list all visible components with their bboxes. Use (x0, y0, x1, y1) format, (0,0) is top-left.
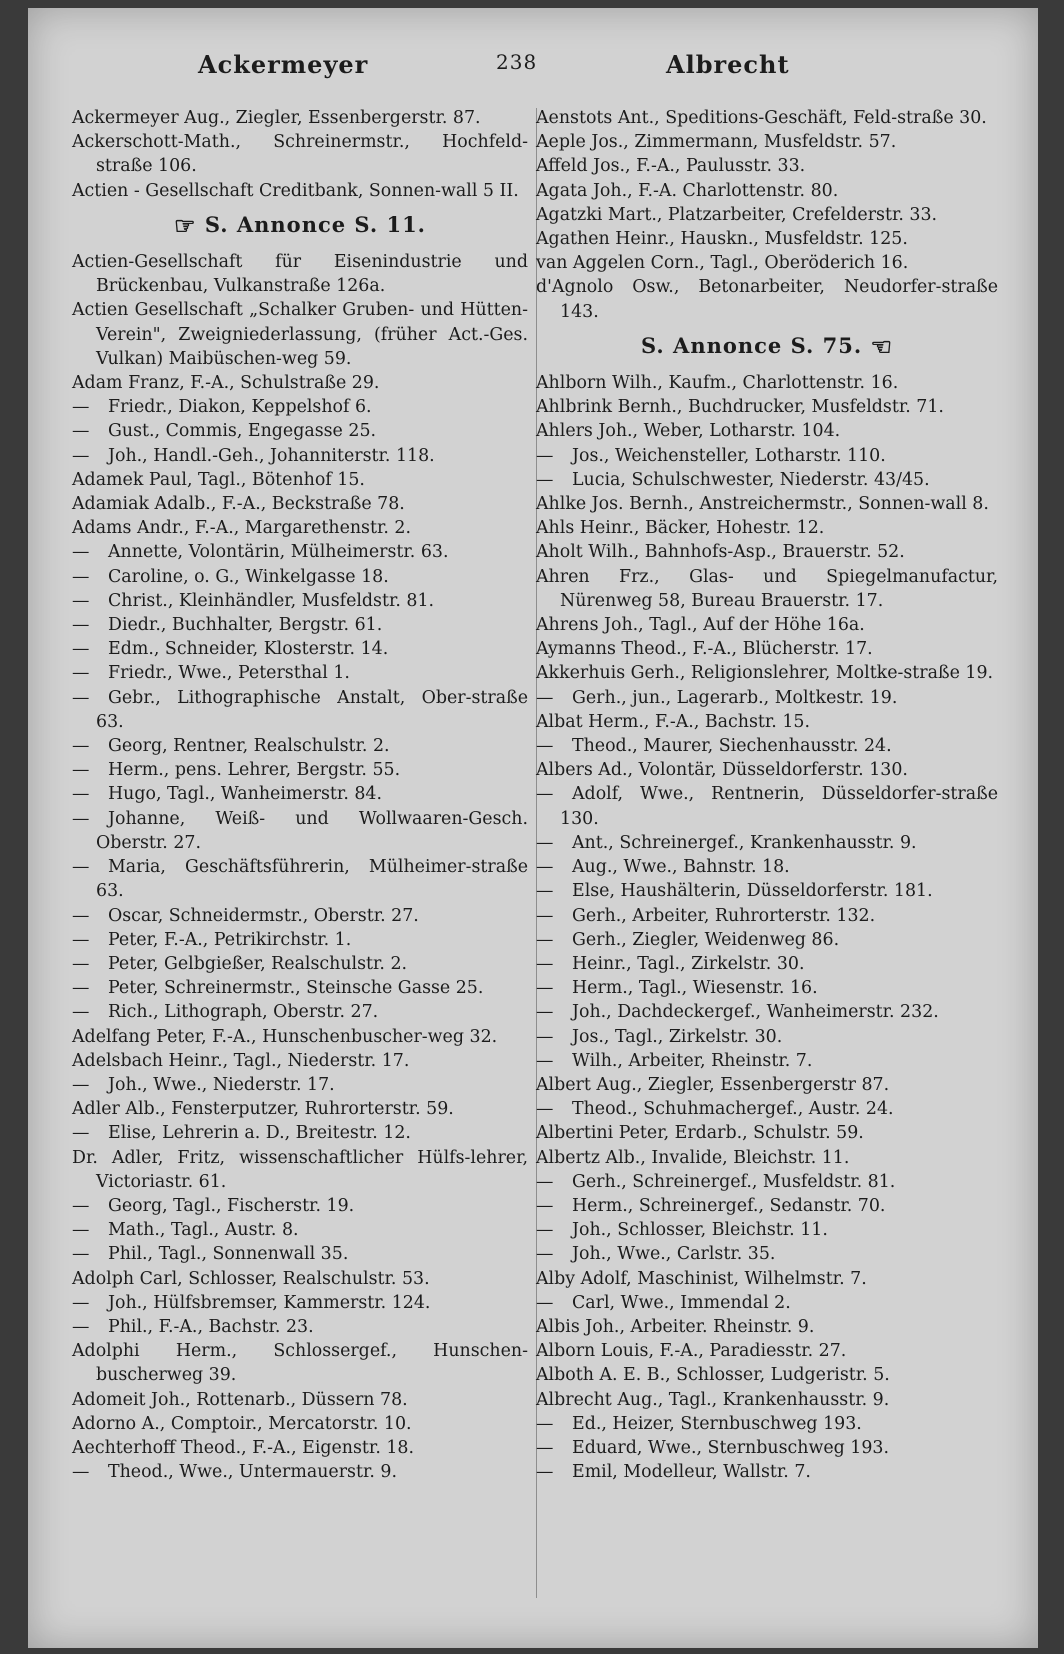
repeat-dash: — (536, 1462, 554, 1483)
entry-text: Adam Franz, F.-A., Schulstraße 29. (72, 373, 380, 394)
entry-text: Peter, Gelbgießer, Realschulstr. 2. (108, 953, 408, 974)
entry-text: Emil, Modelleur, Wallstr. 7. (572, 1462, 811, 1483)
directory-sub-entry (72, 637, 528, 661)
directory-sub-entry (72, 686, 528, 734)
entry-text: Jos., Tagl., Zirkelstr. 30. (572, 1026, 783, 1047)
entry-text: Albertini Peter, Erdarb., Schulstr. 59. (536, 1123, 864, 1144)
directory-entry (72, 298, 528, 371)
repeat-dash: — (72, 1074, 90, 1095)
entry-text: Gerh., Ziegler, Weidenweg 86. (572, 929, 840, 950)
directory-entry (536, 710, 998, 734)
repeat-dash: — (536, 1195, 554, 1216)
entry-text: Oscar, Schneidermstr., Oberstr. 27. (108, 905, 419, 926)
entry-text: Christ., Kleinhändler, Musfeldstr. 81. (108, 590, 435, 611)
entry-text: Ahlborn Wilh., Kaufm., Charlottenstr. 16. (536, 373, 899, 394)
directory-entry (72, 1049, 528, 1073)
repeat-dash: — (536, 1437, 554, 1458)
entry-text: Ackermeyer Aug., Ziegler, Essenbergerstr. 87. (72, 108, 481, 128)
directory-sub-entry (72, 444, 528, 468)
entry-text: Herm., pens. Lehrer, Bergstr. 55. (108, 760, 401, 781)
directory-sub-entry (72, 782, 528, 806)
entry-text: Else, Haushälterin, Düsseldorferstr. 181. (572, 881, 933, 902)
directory-entry (536, 227, 998, 251)
directory-entry (72, 371, 528, 395)
entry-text: Ahlke Jos. Bernh., Anstreichermstr., Sonnen-wall 8. (536, 494, 989, 515)
directory-sub-entry (72, 661, 528, 685)
directory-entry (536, 371, 998, 395)
entry-text: Adolf, Wwe., Rentnerin, Düsseldorfer-straße 130. (560, 784, 998, 829)
repeat-dash: — (536, 929, 554, 950)
directory-sub-entry (72, 1121, 528, 1145)
entry-text: Diedr., Buchhalter, Bergstr. 61. (108, 615, 383, 636)
directory-entry (536, 1146, 998, 1170)
directory-sub-entry (536, 831, 998, 855)
right-column (536, 106, 998, 1484)
repeat-dash: — (72, 615, 90, 636)
directory-entry (536, 1339, 998, 1363)
entry-text: Rich., Lithograph, Oberstr. 27. (108, 1002, 379, 1023)
header-right-keyword: Albrecht (666, 50, 790, 79)
entry-text: Math., Tagl., Austr. 8. (108, 1220, 299, 1241)
repeat-dash: — (72, 1462, 90, 1483)
directory-entry (536, 661, 998, 685)
annonce-reference (72, 210, 528, 240)
directory-entry (536, 179, 998, 203)
entry-text: Herm., Schreinergef., Sedanstr. 70. (572, 1195, 886, 1216)
directory-entry (72, 1339, 528, 1387)
entry-text: Agathen Heinr., Hauskn., Musfeldstr. 125. (536, 229, 908, 250)
repeat-dash: — (536, 1220, 554, 1241)
repeat-dash: — (536, 736, 554, 757)
entry-text: Edm., Schneider, Klosterstr. 14. (108, 639, 389, 660)
directory-entry (536, 395, 998, 419)
entry-text: Friedr., Diakon, Keppelshof 6. (108, 397, 372, 418)
directory-entry (72, 516, 528, 540)
directory-entry (536, 492, 998, 516)
repeat-dash: — (72, 421, 90, 442)
entry-text: Georg, Rentner, Realschulstr. 2. (108, 736, 390, 757)
entry-text: Alboth A. E. B., Schlosser, Ludgeristr. 5. (536, 1365, 890, 1386)
directory-entry (536, 637, 998, 661)
entry-text: Herm., Tagl., Wiesenstr. 16. (572, 978, 818, 999)
entry-text: Eduard, Wwe., Sternbuschweg 193. (572, 1437, 889, 1458)
directory-entry (536, 565, 998, 613)
directory-sub-entry (72, 1315, 528, 1339)
entry-text: Lucia, Schulschwester, Niederstr. 43/45. (572, 469, 930, 490)
directory-entry (72, 250, 528, 298)
page-header (28, 50, 1038, 90)
directory-sub-entry (536, 1097, 998, 1121)
directory-sub-entry (536, 686, 998, 710)
directory-entry (72, 1025, 528, 1049)
entry-text: Albat Herm., F.-A., Bachstr. 15. (536, 711, 811, 732)
directory-entry (536, 154, 998, 178)
directory-sub-entry (72, 952, 528, 976)
directory-entry (72, 106, 528, 130)
entry-text: Joh., Schlosser, Bleichstr. 11. (572, 1220, 828, 1241)
entry-text: Adamiak Adalb., F.-A., Beckstraße 78. (72, 494, 405, 515)
directory-sub-entry (536, 1025, 998, 1049)
entry-text: Heinr., Tagl., Zirkelstr. 30. (572, 953, 805, 974)
repeat-dash: — (72, 1292, 90, 1313)
entry-text: Ahlers Joh., Weber, Lotharstr. 104. (536, 421, 841, 442)
repeat-dash: — (72, 1002, 90, 1023)
entry-text: Albertz Alb., Invalide, Bleichstr. 11. (536, 1147, 850, 1168)
entry-text: Aug., Wwe., Bahnstr. 18. (572, 857, 790, 878)
entry-text: Theod., Wwe., Untermauerstr. 9. (108, 1462, 397, 1483)
directory-entry (72, 1412, 528, 1436)
entry-text: Joh., Wwe., Niederstr. 17. (108, 1074, 335, 1095)
entry-text: Joh., Dachdeckergef., Wanheimerstr. 232. (572, 1002, 939, 1023)
repeat-dash: — (72, 445, 90, 466)
repeat-dash: — (72, 687, 90, 708)
entry-text: Dr. Adler, Fritz, wissenschaftlicher Hülfs-lehrer, Victoriastr. 61. (72, 1147, 528, 1192)
repeat-dash: — (536, 1244, 554, 1265)
entry-text: Affeld Jos., F.-A., Paulusstr. 33. (536, 156, 806, 177)
repeat-dash: — (536, 857, 554, 878)
entry-text: Gerh., Arbeiter, Ruhrorterstr. 132. (572, 905, 876, 926)
entry-text: Gebr., Lithographische Anstalt, Ober-straße 63. (96, 687, 528, 732)
directory-entry (72, 492, 528, 516)
entry-text: Adler Alb., Fensterputzer, Ruhrorterstr. 59. (72, 1099, 454, 1120)
entry-text: Aymanns Theod., F.-A., Blücherstr. 17. (536, 639, 873, 660)
directory-sub-entry (536, 1049, 998, 1073)
directory-sub-entry (72, 589, 528, 613)
directory-entry (536, 203, 998, 227)
repeat-dash: — (72, 760, 90, 781)
directory-sub-entry (536, 976, 998, 1000)
repeat-dash: — (72, 542, 90, 563)
entry-text: Ant., Schreinergef., Krankenhausstr. 9. (572, 832, 917, 853)
directory-sub-entry (72, 1218, 528, 1242)
directory-sub-entry (72, 1291, 528, 1315)
pointing-hand-left-icon: ☜ (870, 331, 893, 361)
repeat-dash: — (72, 397, 90, 418)
entry-text: Adelsbach Heinr., Tagl., Niederstr. 17. (72, 1050, 410, 1071)
entry-text: Phil., F.-A., Bachstr. 23. (108, 1316, 314, 1337)
directory-sub-entry (536, 1412, 998, 1436)
repeat-dash: — (536, 881, 554, 902)
entry-text: Theod., Maurer, Siechenhausstr. 24. (572, 736, 892, 757)
entry-text: Aenstots Ant., Speditions-Geschäft, Feld-straße 30. (536, 108, 987, 128)
directory-entry (536, 419, 998, 443)
directory-sub-entry (72, 1194, 528, 1218)
entry-text: Gerh., jun., Lagerarb., Moltkestr. 19. (572, 687, 898, 708)
directory-sub-entry (72, 734, 528, 758)
directory-sub-entry (72, 758, 528, 782)
repeat-dash: — (72, 808, 90, 829)
directory-entry (536, 516, 998, 540)
entry-text: van Aggelen Corn., Tagl., Oberöderich 16. (536, 253, 909, 274)
directory-sub-entry (536, 928, 998, 952)
directory-entry (536, 1267, 998, 1291)
entry-text: Hugo, Tagl., Wanheimerstr. 84. (108, 784, 383, 805)
directory-entry (536, 1315, 998, 1339)
entry-text: Aeple Jos., Zimmermann, Musfeldstr. 57. (536, 132, 897, 153)
entry-text: Elise, Lehrerin a. D., Breitestr. 12. (108, 1123, 411, 1144)
directory-sub-entry (72, 928, 528, 952)
repeat-dash: — (536, 1026, 554, 1047)
directory-sub-entry (72, 1242, 528, 1266)
entry-text: Akkerhuis Gerh., Religionslehrer, Moltke-straße 19. (536, 663, 994, 684)
directory-sub-entry (72, 540, 528, 564)
repeat-dash: — (72, 639, 90, 660)
repeat-dash: — (536, 1050, 554, 1071)
directory-sub-entry (72, 1073, 528, 1097)
directory-sub-entry (536, 444, 998, 468)
directory-sub-entry (536, 1170, 998, 1194)
directory-sub-entry (536, 1000, 998, 1024)
entry-text: Carl, Wwe., Immendal 2. (572, 1292, 791, 1313)
entry-text: Joh., Hülfsbremser, Kammerstr. 124. (108, 1292, 431, 1313)
directory-entry (72, 130, 528, 178)
directory-sub-entry (72, 613, 528, 637)
directory-entry (72, 1388, 528, 1412)
entry-text: Ahls Heinr., Bäcker, Hohestr. 12. (536, 518, 825, 539)
directory-sub-entry (72, 565, 528, 589)
repeat-dash: — (536, 784, 554, 805)
repeat-dash: — (72, 590, 90, 611)
repeat-dash: — (536, 469, 554, 490)
repeat-dash: — (536, 1292, 554, 1313)
directory-sub-entry (536, 904, 998, 928)
repeat-dash: — (536, 905, 554, 926)
repeat-dash: — (72, 736, 90, 757)
entry-text: Ahrens Joh., Tagl., Auf der Höhe 16a. (536, 615, 865, 636)
directory-sub-entry (72, 395, 528, 419)
directory-entry (72, 179, 528, 203)
directory-entry (72, 468, 528, 492)
entry-text: Peter, F.-A., Petrikirchstr. 1. (108, 929, 352, 950)
repeat-dash: — (72, 1316, 90, 1337)
directory-entry (72, 1436, 528, 1460)
repeat-dash: — (72, 978, 90, 999)
repeat-dash: — (536, 1099, 554, 1120)
pointing-hand-right-icon: ☞ (173, 210, 197, 240)
annonce-text: S. Annonce S. 11. (204, 211, 426, 237)
entry-text: Jos., Weichensteller, Lotharstr. 110. (572, 445, 886, 466)
directory-entry (72, 1097, 528, 1121)
entry-text: Alby Adolf, Maschinist, Wilhelmstr. 7. (536, 1268, 867, 1289)
directory-sub-entry (536, 1242, 998, 1266)
directory-entry (536, 130, 998, 154)
entry-text: Caroline, o. G., Winkelgasse 18. (108, 566, 389, 587)
directory-entry (536, 540, 998, 564)
directory-sub-entry (536, 1218, 998, 1242)
directory-entry (536, 613, 998, 637)
entry-text: Joh., Wwe., Carlstr. 35. (572, 1244, 776, 1265)
directory-page (28, 8, 1038, 1648)
entry-text: Actien - Gesellschaft Creditbank, Sonnen-wall 5 II. (72, 180, 519, 201)
directory-entry (536, 758, 998, 782)
directory-sub-entry (536, 855, 998, 879)
directory-sub-entry (72, 855, 528, 903)
entry-text: Ahlbrink Bernh., Buchdrucker, Musfeldstr. 71. (536, 397, 944, 418)
annonce-reference (536, 331, 998, 361)
annonce-text: S. Annonce S. 75. (640, 332, 863, 358)
directory-sub-entry (536, 1194, 998, 1218)
repeat-dash: — (72, 857, 90, 878)
directory-sub-entry (536, 1460, 998, 1484)
entry-text: Gust., Commis, Engegasse 25. (108, 421, 377, 442)
entry-text: Maria, Geschäftsführerin, Mülheimer-straße 63. (96, 857, 528, 902)
entry-text: Ahren Frz., Glas- und Spiegelmanufactur, Nürenweg 58, Bureau Brauerstr. 17. (536, 566, 998, 611)
page-number: 238 (496, 50, 538, 74)
entry-text: Peter, Schreinermstr., Steinsche Gasse 25. (108, 978, 484, 999)
directory-sub-entry (536, 1291, 998, 1315)
entry-text: Phil., Tagl., Sonnenwall 35. (108, 1244, 349, 1265)
repeat-dash: — (72, 784, 90, 805)
directory-sub-entry (536, 734, 998, 758)
entry-text: Adorno A., Comptoir., Mercatorstr. 10. (72, 1413, 412, 1434)
repeat-dash: — (536, 1002, 554, 1023)
entry-text: Aechterhoff Theod., F.-A., Eigenstr. 18. (72, 1437, 415, 1458)
directory-entry (536, 106, 998, 130)
directory-sub-entry (72, 419, 528, 443)
directory-sub-entry (536, 1436, 998, 1460)
entry-text: d'Agnolo Osw., Betonarbeiter, Neudorfer-straße 143. (536, 277, 998, 322)
repeat-dash: — (72, 1220, 90, 1241)
entry-text: Albis Joh., Arbeiter. Rheinstr. 9. (536, 1316, 815, 1337)
entry-text: Adelfang Peter, F.-A., Hunschenbuscher-weg 32. (72, 1026, 498, 1047)
entry-text: Agata Joh., F.-A. Charlottenstr. 80. (536, 180, 839, 201)
directory-entry (72, 1146, 528, 1194)
directory-entry (536, 1121, 998, 1145)
repeat-dash: — (72, 1244, 90, 1265)
repeat-dash: — (536, 445, 554, 466)
repeat-dash: — (72, 905, 90, 926)
directory-entry (536, 251, 998, 275)
repeat-dash: — (536, 687, 554, 708)
repeat-dash: — (536, 1171, 554, 1192)
directory-sub-entry (72, 976, 528, 1000)
entry-text: Annette, Volontärin, Mülheimerstr. 63. (108, 542, 449, 563)
directory-sub-entry (536, 879, 998, 903)
directory-entry (536, 1073, 998, 1097)
repeat-dash: — (72, 929, 90, 950)
repeat-dash: — (72, 953, 90, 974)
header-left-keyword: Ackermeyer (198, 50, 369, 79)
directory-sub-entry (536, 952, 998, 976)
entry-text: Albers Ad., Volontär, Düsseldorferstr. 130. (536, 760, 908, 781)
repeat-dash: — (72, 1123, 90, 1144)
entry-text: Johanne, Weiß- und Wollwaaren-Gesch. Oberstr. 27. (96, 808, 528, 853)
repeat-dash: — (72, 1195, 90, 1216)
entry-text: Friedr., Wwe., Petersthal 1. (108, 663, 350, 684)
entry-text: Alborn Louis, F.-A., Paradiesstr. 27. (536, 1341, 847, 1362)
entry-text: Albert Aug., Ziegler, Essenbergerstr 87. (536, 1074, 890, 1095)
repeat-dash: — (72, 566, 90, 587)
directory-entry (536, 1363, 998, 1387)
directory-sub-entry (536, 468, 998, 492)
entry-text: Adolphi Herm., Schlossergef., Hunschen-buscherweg 39. (72, 1341, 528, 1386)
repeat-dash: — (536, 978, 554, 999)
left-column (72, 106, 528, 1484)
repeat-dash: — (536, 1413, 554, 1434)
repeat-dash: — (536, 832, 554, 853)
entry-text: Ackerschott-Math., Schreinermstr., Hochfeld-straße 106. (72, 132, 528, 177)
entry-text: Actien Gesellschaft „Schalker Gruben- und Hütten-Verein", Zweigniederlassung, (früher Act.-Ges. Vulkan) Maibüschen-weg 59. (72, 300, 528, 369)
directory-entry (72, 1267, 528, 1291)
directory-sub-entry (72, 1460, 528, 1484)
directory-entry (536, 1388, 998, 1412)
entry-text: Wilh., Arbeiter, Rheinstr. 7. (572, 1050, 813, 1071)
entry-text: Adams Andr., F.-A., Margarethenstr. 2. (72, 518, 412, 539)
entry-text: Aholt Wilh., Bahnhofs-Asp., Brauerstr. 52. (536, 542, 905, 563)
directory-sub-entry (536, 782, 998, 830)
directory-sub-entry (72, 1000, 528, 1024)
entry-text: Theod., Schuhmachergef., Austr. 24. (572, 1099, 894, 1120)
entry-text: Albrecht Aug., Tagl., Krankenhausstr. 9. (536, 1389, 890, 1410)
repeat-dash: — (72, 663, 90, 684)
directory-sub-entry (72, 904, 528, 928)
entry-text: Gerh., Schreinergef., Musfeldstr. 81. (572, 1171, 896, 1192)
entry-text: Adamek Paul, Tagl., Bötenhof 15. (72, 469, 365, 490)
directory-entry (536, 275, 998, 323)
directory-sub-entry (72, 807, 528, 855)
entry-text: Georg, Tagl., Fischerstr. 19. (108, 1195, 355, 1216)
entry-text: Actien-Gesellschaft für Eisenindustrie und Brückenbau, Vulkanstraße 126a. (72, 252, 528, 297)
entry-text: Adomeit Joh., Rottenarb., Düssern 78. (72, 1389, 408, 1410)
entry-text: Joh., Handl.-Geh., Johanniterstr. 118. (108, 445, 435, 466)
entry-text: Agatzki Mart., Platzarbeiter, Crefelderstr. 33. (536, 204, 938, 225)
entry-text: Ed., Heizer, Sternbuschweg 193. (572, 1413, 862, 1434)
repeat-dash: — (536, 953, 554, 974)
entry-text: Adolph Carl, Schlosser, Realschulstr. 53. (72, 1268, 430, 1289)
